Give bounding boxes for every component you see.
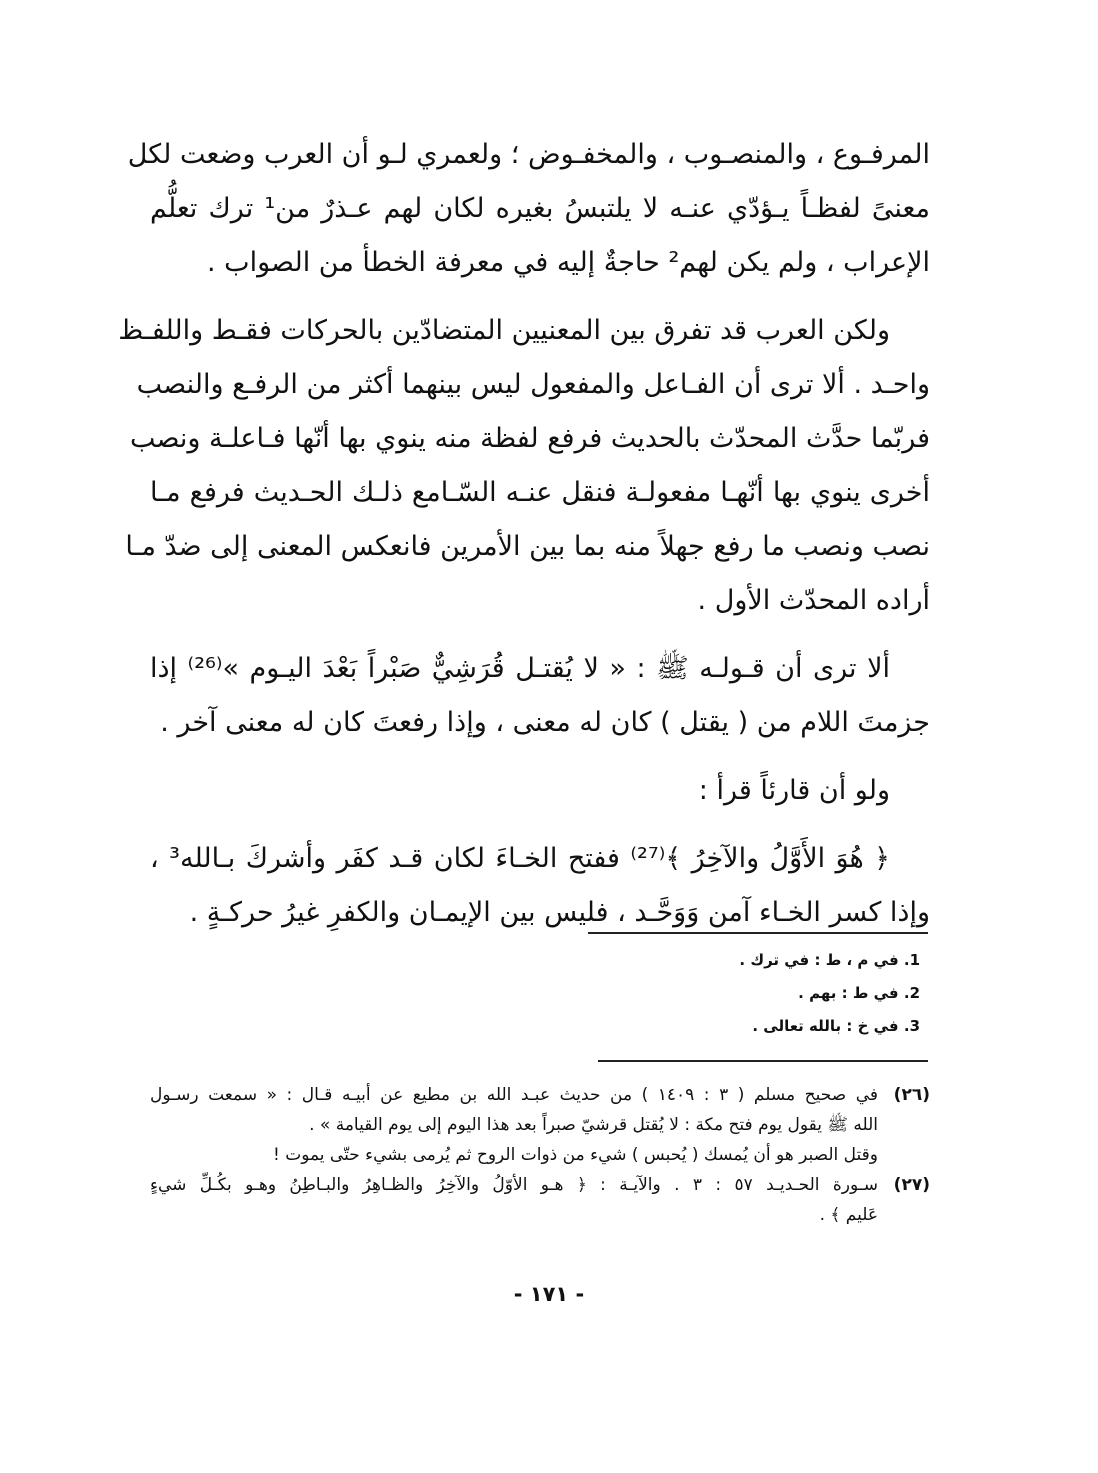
paragraph [127, 128, 930, 290]
page-number: - ١٧١ - [513, 1282, 585, 1306]
text-line: جزمتَ اللام من ( يقتل ) كان له معنى ، وإذا رفعتَ كان له معنى آخر . [160, 707, 930, 738]
footnote-line: عَليم ﴾ . [819, 1205, 878, 1225]
text-line: الإعراب ، ولم يكن لهم² حاجةٌ إليه في معرفة الخطأ من الصواب . [207, 247, 930, 278]
divider [598, 1060, 928, 1062]
paragraph [150, 832, 930, 940]
footnote [150, 1080, 930, 1170]
text-line: ﴿ هُوَ الأَوَّلُ والآخِرُ ﴾⁽²⁷⁾ ففتح الخـاءَ لكان قـد كفَر وأشركَ بـالله³ ، [150, 843, 890, 874]
text-line: ألا ترى أن قـولـه ﷺ : « لا يُقتـل قُرَشِيٌّ صَبْراً بَعْدَ اليـوم »⁽²⁶⁾ إذا [150, 653, 890, 684]
text-line: أراده المحدّث الأول . [697, 585, 930, 616]
footnote-body [150, 1170, 878, 1230]
footnote-line: وقتل الصبر هو أن يُمسك ( يُحبس ) شيء من ذوات الروح ثم يُرمى بشيء حتّى يموت ! [272, 1145, 878, 1165]
paragraph [150, 764, 930, 818]
editor-note: 2. في ط : بهم . [798, 984, 920, 1002]
editor-note: 3. في خ : بالله تعالى . [752, 1017, 920, 1035]
footnote-number: (٢٦) [893, 1085, 930, 1105]
editor-note: 1. في م ، ط : في ترك . [739, 951, 920, 969]
footnote-line: الله ﷺ يقول يوم فتح مكة : لا يُقتل قرشيّ صبراً بعد هذا اليوم إلى يوم القيامة » . [309, 1115, 878, 1135]
divider [588, 932, 928, 934]
footnotes [150, 1080, 930, 1230]
text-line: ولو أن قارئاً قرأ : [698, 775, 890, 806]
paragraph [118, 304, 930, 628]
text-line: معنىً لفظـاً يـؤدّي عنـه لا يلتبسُ بغيره لكان لهم عـذرٌ من¹ ترك تعلُّم [150, 193, 930, 224]
text-line: ولكن العرب قد تفرق بين المعنيين المتضادّين بالحركات فقـط واللفـظ [118, 315, 890, 346]
paragraph [150, 642, 930, 750]
text-line: نصب ونصب ما رفع جهلاً منه بما بين الأمرين فانعكس المعنى إلى ضدّ مـا [125, 531, 930, 562]
text-line: فربّما حدَّث المحدّث بالحديث فرفع لفظة منه ينوي بها أنّها فـاعلـة ونصب [129, 423, 930, 454]
text-line: واحـد . ألا ترى أن الفـاعل والمفعول ليس بينهما أكثر من الرفـع والنصب [136, 369, 930, 400]
footnote-line: سـورة الحـديـد ٥٧ : ٣ . والآيـة : ﴿ هـو الأوّلُ والآخِرُ والظـاهِرُ والبـاطِنُ وهـو بكُـلِّ شيءٍ [150, 1175, 878, 1195]
footnote-body [150, 1080, 878, 1170]
footnote-number: (٢٧) [893, 1175, 930, 1195]
footnote [150, 1170, 930, 1230]
main-text [118, 128, 930, 954]
footnote-line: في صحيح مسلم ( ٣ : ١٤٠٩ ) من حديث عبـد الله بن مطيع عن أبيـه قـال : « سمعت رسـول [150, 1085, 878, 1105]
text-line: أخرى ينوي بها أنّهـا مفعولـة فنقل عنـه السّـامع ذلـك الحـديث فرفع مـا [150, 477, 930, 508]
text-line: المرفـوع ، والمنصـوب ، والمخفـوض ؛ ولعمري لـو أن العرب وضعت لكل [127, 139, 930, 170]
text-line: وإذا كسر الخـاء آمن وَوَحَّـد ، فليس بين الإيمـان والكفرِ غيرُ حركـةٍ . [189, 897, 930, 928]
editor-notes [560, 944, 920, 1043]
